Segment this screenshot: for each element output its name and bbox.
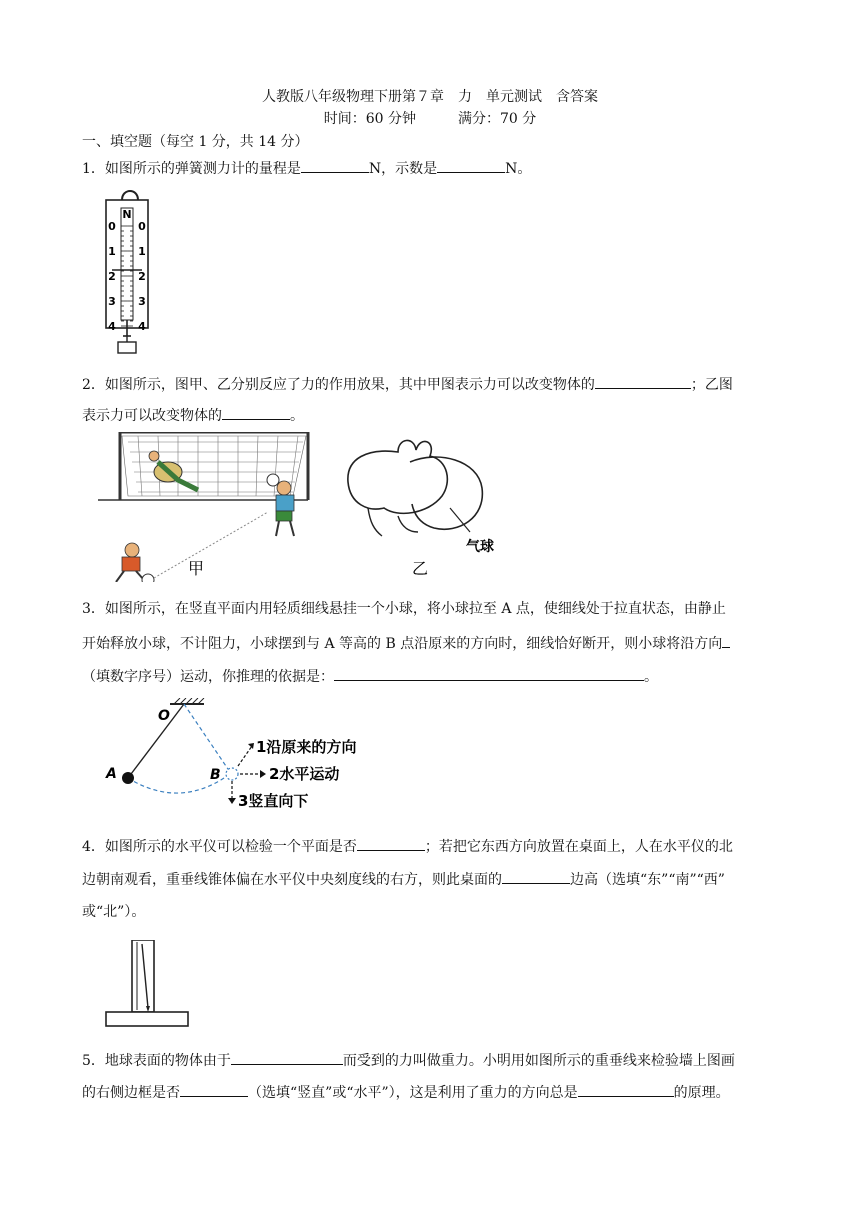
question-number: 3． (82, 601, 105, 617)
question-number: 5． (82, 1053, 105, 1069)
caption-left: 甲 (187, 559, 205, 578)
answer-blank-effect-b[interactable] (222, 405, 290, 420)
answer-blank-side[interactable] (502, 869, 570, 884)
question-number: 4． (82, 839, 105, 855)
scale-tick-label-right: 2 (138, 270, 146, 283)
question-text: 。 (644, 669, 658, 685)
scale-tick-label-right: 0 (138, 220, 146, 233)
pivot-label: O (158, 708, 170, 724)
ball-b-icon (226, 768, 238, 780)
scale-tick-label-left: 4 (108, 320, 116, 333)
answer-blank-orientation[interactable] (180, 1082, 248, 1097)
question-5-line-2 (82, 1082, 730, 1102)
answer-blank-level[interactable] (357, 836, 425, 851)
question-text: 如图所示的弹簧测力计的量程是 (104, 161, 301, 177)
section-heading: 一、填空题（每空 1 分，共 14 分） (82, 134, 309, 150)
answer-blank-cause[interactable] (231, 1050, 343, 1065)
question-text: 如图所示，图甲、乙分别反应了力的作用放果，其中甲图表示力可以改变物体的 (104, 377, 595, 393)
direction-3-label: 3竖直向下 (238, 792, 309, 810)
point-a-label: A (106, 766, 117, 782)
direction-2-label: 2水平运动 (269, 765, 340, 783)
answer-blank-range[interactable] (301, 158, 369, 173)
question-text: （选填“竖直”或“水平”），这是利用了重力的方向总是 (248, 1085, 578, 1101)
question-text: 或“北”）。 (82, 904, 146, 920)
question-text: 开始释放小球，不计阻力，小球摆到与 A 等高的 B 点沿原来的方向时，细线恰好断开，则小球将沿方向 (82, 636, 723, 652)
question-text: N。 (505, 161, 532, 177)
question-text: ；乙图 (690, 377, 733, 393)
question-text: 边高（选填“东”“南”“西” (570, 872, 725, 888)
question-text: 表示力可以改变物体的 (82, 408, 222, 424)
question-number: 1． (82, 161, 105, 177)
balloon-label: 气球 (466, 539, 494, 555)
question-3-line-2 (82, 633, 730, 653)
pendulum-figure (100, 698, 400, 814)
question-text: 如图所示，在竖直平面内用轻质细线悬挂一个小球，将小球拉至 A 点，使细线处于拉直状态，由静止 (104, 601, 726, 617)
question-4 (82, 836, 733, 856)
question-3 (82, 598, 726, 618)
scale-tick-label-right: 1 (138, 245, 146, 258)
question-text: 的原理。 (673, 1085, 730, 1101)
question-5 (82, 1050, 735, 1070)
scale-tick-label-left: 1 (108, 245, 116, 258)
point-b-label: B (210, 767, 221, 783)
direction-1-label: 1沿原来的方向 (256, 738, 357, 756)
ball-a-icon (122, 772, 134, 784)
question-text: N，示数是 (368, 161, 438, 177)
scale-tick-label-right: 4 (138, 320, 146, 333)
scale-tick-label-left: 0 (108, 220, 116, 233)
document-title: 人教版八年级物理下册第７章 力 单元测试 含答案 (262, 89, 598, 105)
question-text: 的右侧边框是否 (82, 1085, 180, 1101)
answer-blank-direction[interactable] (722, 633, 730, 648)
question-1 (82, 158, 531, 178)
question-text: （填数字序号）运动，你推理的依据是： (82, 669, 334, 685)
balloon-hands-illustration (348, 440, 483, 536)
question-text: 边朝南观看，重垂线锥体偏在水平仪中央刻度线的右方，则此桌面的 (82, 872, 502, 888)
answer-blank-reading[interactable] (437, 158, 505, 173)
question-text: 而受到的力叫做重力。小明用如图所示的重垂线来检验墙上图画 (342, 1053, 735, 1069)
force-effect-figure (98, 432, 518, 582)
question-2 (82, 374, 733, 394)
answer-blank-gravity-direction[interactable] (578, 1082, 674, 1097)
answer-blank-reason[interactable] (334, 666, 644, 681)
scale-tick-label-right: 3 (138, 295, 146, 308)
question-text: 如图所示的水平仪可以检验一个平面是否 (104, 839, 357, 855)
scale-unit-label: N (122, 208, 132, 221)
question-text: 地球表面的物体由于 (104, 1053, 231, 1069)
question-4-line-3 (82, 901, 145, 921)
question-text: ；若把它东西方向放置在桌面上，人在水平仪的北 (424, 839, 733, 855)
question-text: 。 (290, 408, 304, 424)
caption-right: 乙 (411, 559, 429, 578)
question-3-line-3 (82, 666, 658, 686)
answer-blank-effect-a[interactable] (595, 374, 691, 389)
question-2-line-2 (82, 405, 304, 425)
question-4-line-2 (82, 869, 725, 889)
document-subtitle: 时间：60 分钟 满分：70 分 (323, 111, 537, 127)
question-number: 2． (82, 377, 105, 393)
level-instrument-figure (104, 940, 192, 1030)
spring-scale-figure (100, 186, 160, 360)
scale-tick-label-left: 3 (108, 295, 116, 308)
scale-tick-label-left: 2 (108, 270, 116, 283)
